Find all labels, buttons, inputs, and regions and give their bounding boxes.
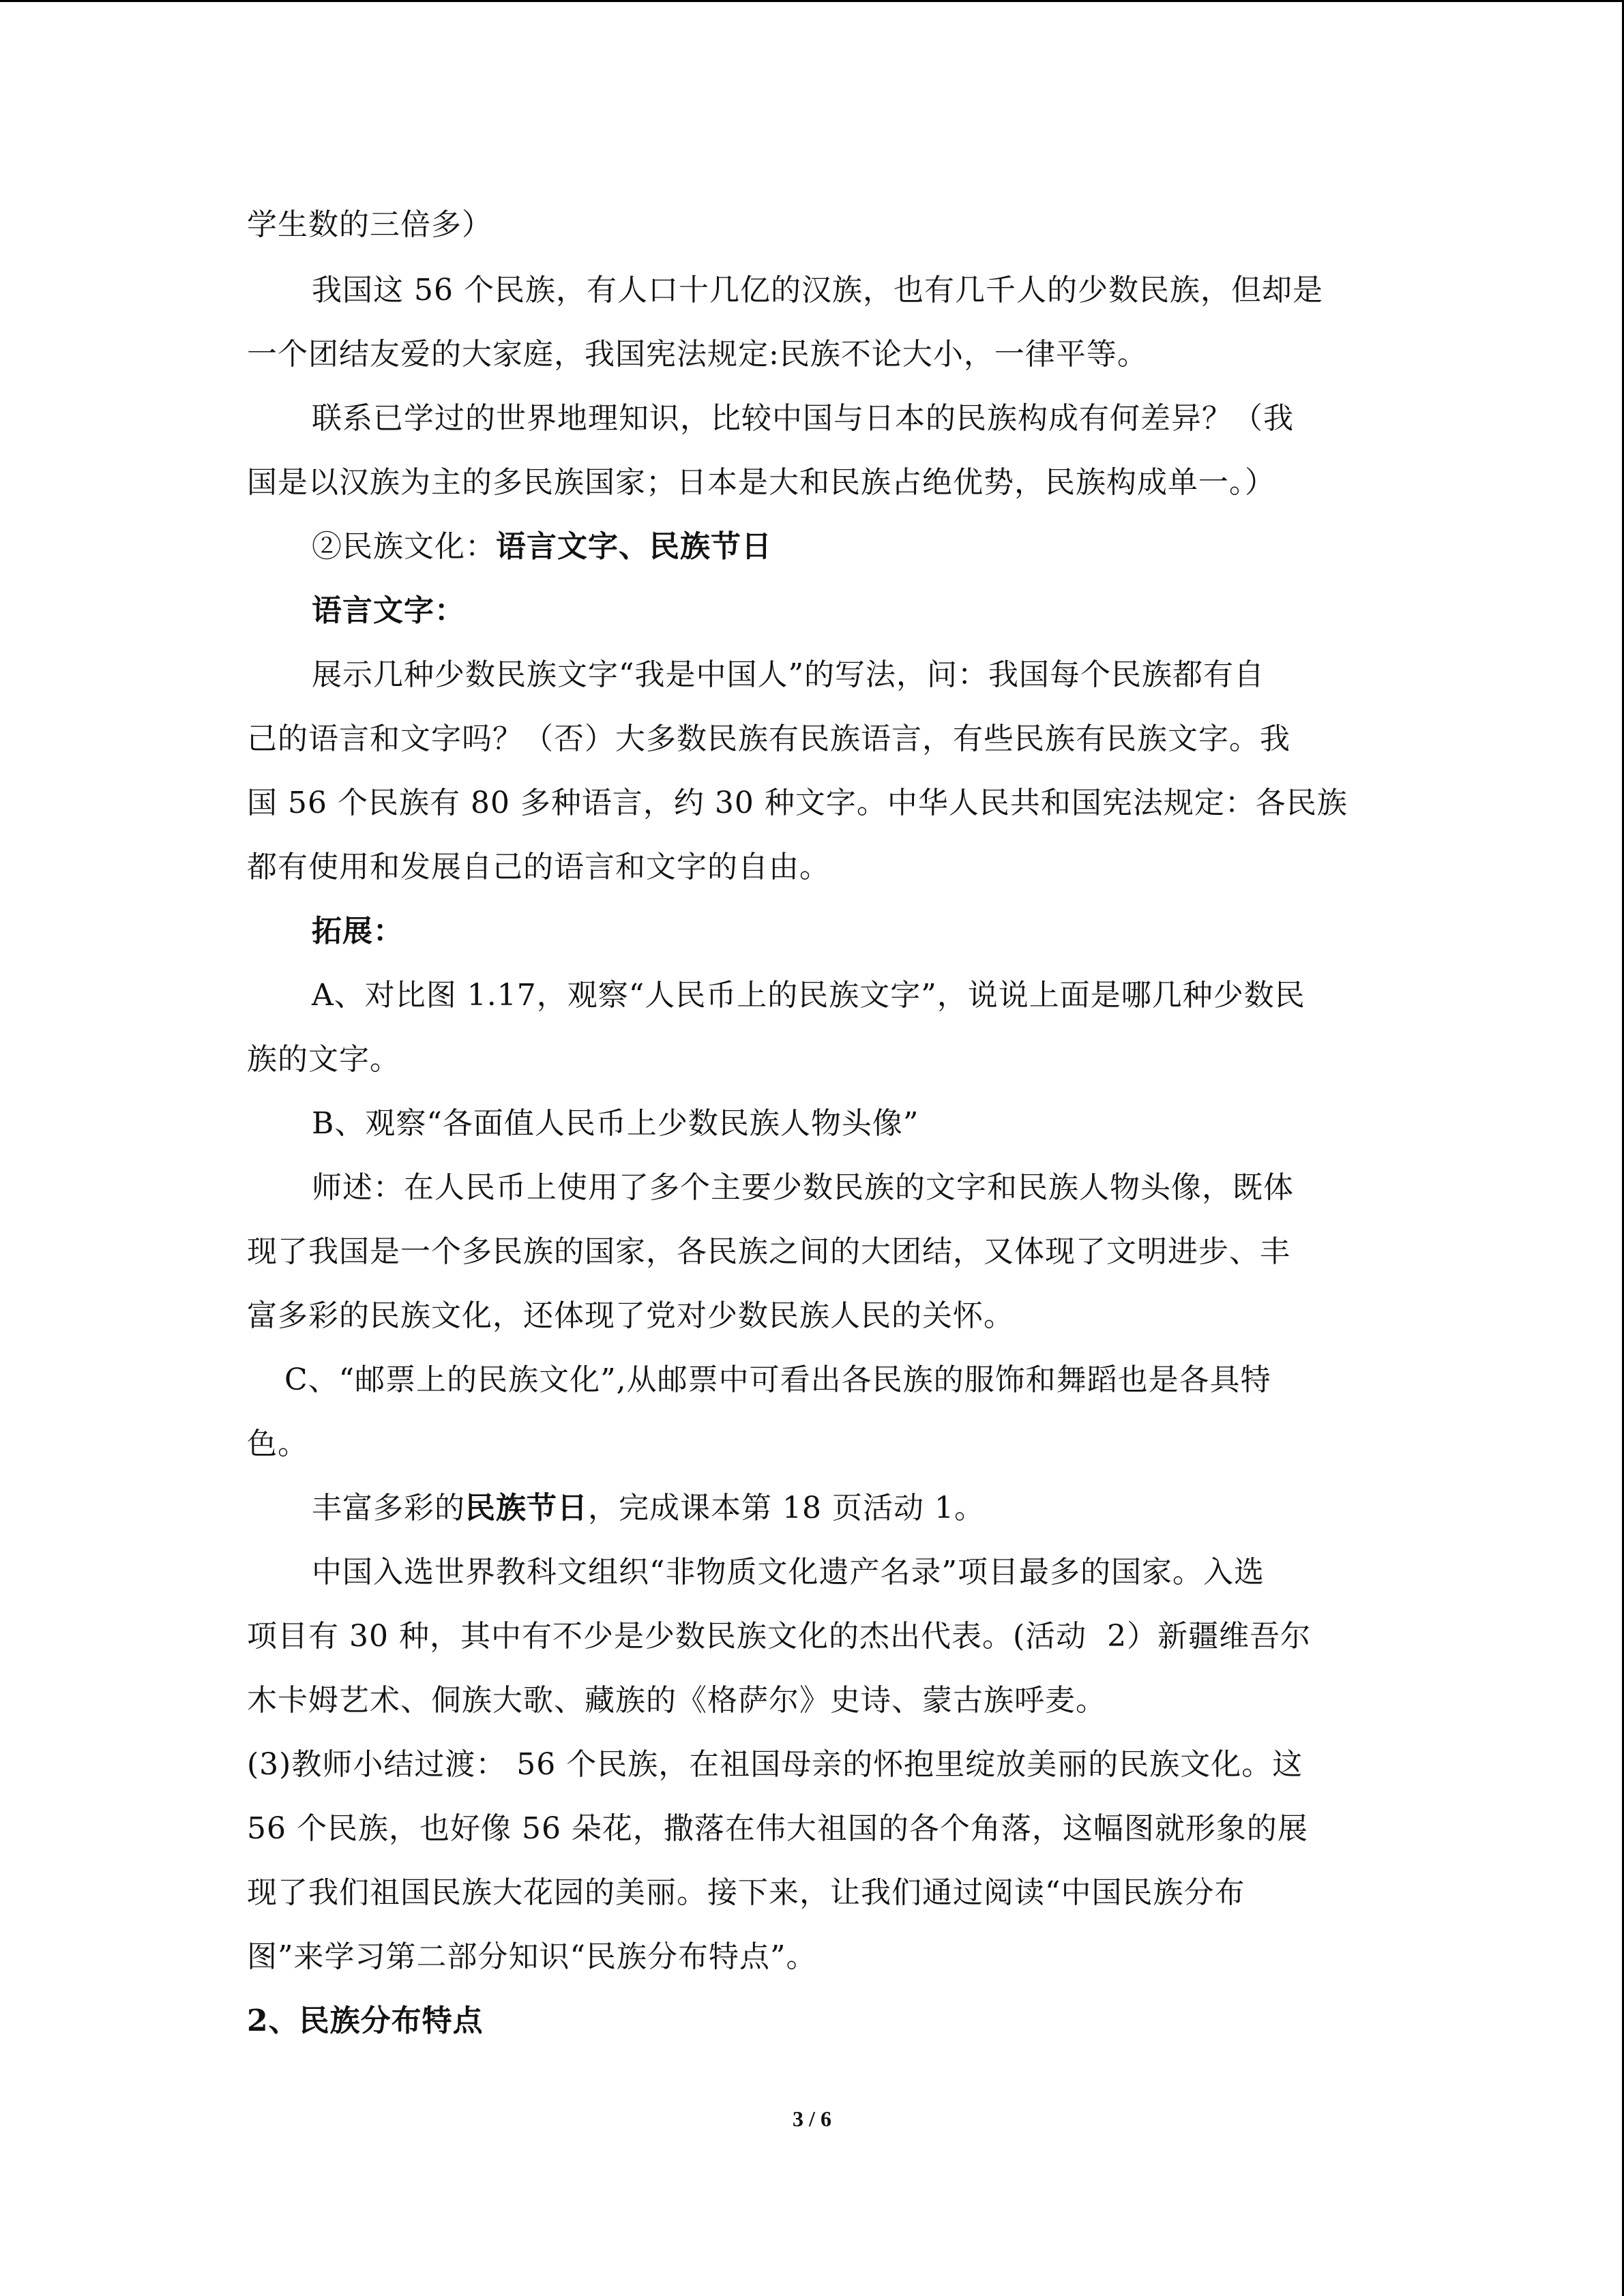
festival-intro: 丰富多彩的 [312, 1491, 465, 1525]
text-line-10: 国 56 个民族有 80 多种语言，约 30 种文字。中华人民共和国宪法规定：各民族 [247, 786, 1348, 820]
extension-heading: 拓展： [312, 914, 404, 949]
text-line-14: 族的文字。 [247, 1042, 400, 1077]
text-line-23: 项目有 30 种，其中有不少是少数民族文化的杰出代表。(活动 2）新疆维吾尔 [247, 1619, 1312, 1654]
text-line-1: 学生数的三倍多） [247, 207, 492, 242]
text-line-18: 富多彩的民族文化，还体现了党对少数民族人民的关怀。 [247, 1298, 1014, 1333]
text-line-17: 现了我国是一个多民族的国家，各民族之间的大团结，又体现了文明进步、丰 [247, 1234, 1290, 1269]
text-line-9: 己的语言和文字吗？（否）大多数民族有民族语言，有些民族有民族文字。我 [247, 721, 1290, 756]
text-line-27: 现了我们祖国民族大花园的美丽。接下来，让我们通过阅读“中国民族分布 [247, 1875, 1245, 1910]
text-line-16: 师述：在人民币上使用了多个主要少数民族的文字和民族人物头像，既体 [312, 1170, 1294, 1205]
page-top-border [0, 0, 1624, 2]
text-line-24: 木卡姆艺术、侗族大歌、藏族的《格萨尔》史诗、蒙古族呼麦。 [247, 1683, 1106, 1718]
text-line-3: 一个团结友爱的大家庭，我国宪法规定:民族不论大小，一律平等。 [247, 337, 1148, 372]
text-line-22: 中国入选世界教科文组织“非物质文化遗产名录”项目最多的国家。入选 [312, 1555, 1265, 1590]
text-line-2: 我国这 56 个民族，有人口十几亿的汉族，也有几千人的少数民族，但却是 [312, 273, 1323, 308]
text-line-11: 都有使用和发展自己的语言和文字的自由。 [247, 850, 830, 884]
text-line-25: (3)教师小结过渡： 56 个民族，在祖国母亲的怀抱里绽放美丽的民族文化。这 [247, 1747, 1303, 1782]
text-line-20: 色。 [247, 1427, 308, 1461]
text-line-6 [312, 526, 772, 567]
page-number: 3 / 6 [793, 2106, 831, 2131]
text-line-19: C、“邮票上的民族文化”,从邮票中可看出各民族的服饰和舞蹈也是各具特 [284, 1362, 1271, 1397]
section-heading-distribution: 2、民族分布特点 [247, 2003, 484, 2038]
language-heading: 语言文字： [312, 593, 465, 628]
culture-heading-label: ②民族文化： [312, 529, 496, 564]
text-line-4: 联系已学过的世界地理知识，比较中国与日本的民族构成有何差异？（我 [312, 401, 1294, 436]
text-line-5: 国是以汉族为主的多民族国家；日本是大和民族占绝优势，民族构成单一。） [247, 465, 1275, 500]
text-line-15: B、观察“各面值人民币上少数民族人物头像” [312, 1106, 919, 1141]
text-line-13: A、对比图 1.17，观察“人民币上的民族文字”，说说上面是哪几种少数民 [312, 978, 1305, 1013]
text-line-26: 56 个民族，也好像 56 朵花，撒落在伟大祖国的各个角落，这幅图就形象的展 [247, 1811, 1308, 1846]
culture-heading-topics: 语言文字、民族节日 [496, 529, 772, 564]
festival-keyword: 民族节日 [465, 1491, 588, 1525]
text-line-21 [312, 1488, 985, 1529]
text-line-28: 图”来学习第二部分知识“民族分布特点”。 [247, 1939, 817, 1974]
text-line-8: 展示几种少数民族文字“我是中国人”的写法，问：我国每个民族都有自 [312, 657, 1265, 692]
festival-activity: ，完成课本第 18 页活动 1。 [588, 1491, 985, 1525]
